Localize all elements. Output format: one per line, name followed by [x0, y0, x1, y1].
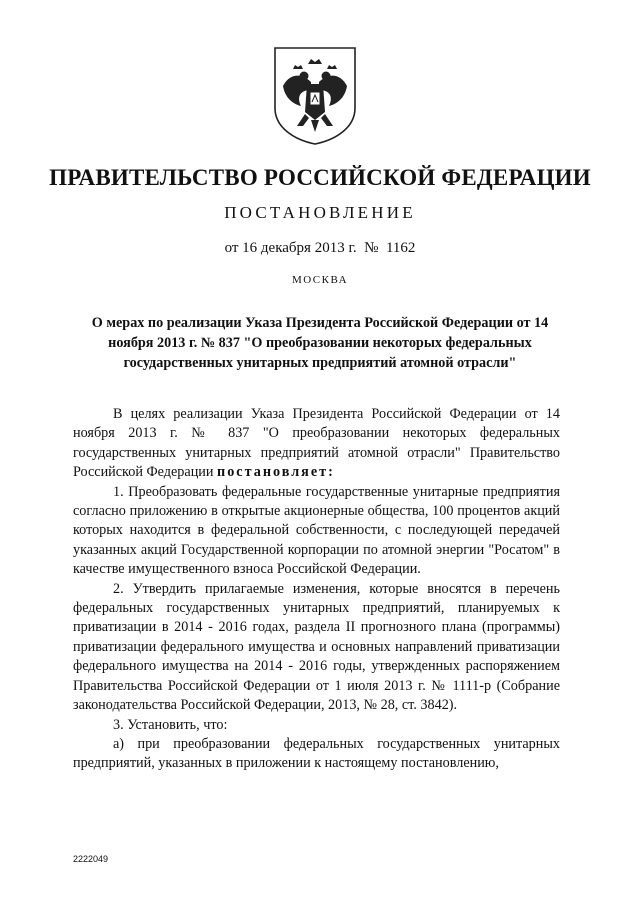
decree-number: 1162 — [385, 240, 416, 256]
resolves-word: постановляет: — [217, 464, 335, 481]
document-code: 2222049 — [73, 854, 109, 864]
document-type: ПОСТАНОВЛЕНИЕ — [224, 203, 416, 222]
city: МОСКВА — [291, 274, 349, 286]
paragraph-3a: а) при преобразовании федеральных государственных унитарных предприятий, указанных в приложении к настоящему постановлению, — [73, 735, 560, 772]
intro-paragraph — [73, 405, 560, 483]
decree-date: от 16 декабря 2013 г. — [224, 240, 357, 256]
paragraph-3: 3. Установить, что: — [113, 716, 228, 733]
decree-heading: О мерах по реализации Указа Президента Российской Федерации от 14 ноября 2013 г. № 837 "О преобразовании некоторых федеральных государственных унитарных предприятий атомной отрасли" — [91, 315, 549, 371]
paragraph-1: 1. Преобразовать федеральные государственные унитарные предприятия согласно приложению в открытые акционерные общества, 100 процентов акций которых находится в федеральной собственности, с последующей передачей указанных акций Государственной корпорации по атомной энергии "Росатом" в качестве имущественного взноса Российской Федерации. — [73, 483, 560, 578]
decree-body — [73, 405, 560, 774]
russian-coat-of-arms-icon — [271, 46, 359, 146]
number-label: № — [364, 240, 379, 256]
intro-text: В целях реализации Указа Президента Российской Федерации от 14 ноября 2013 г. № 837 "О преобразовании некоторых федеральных государственных унитарных предприятий атомной отрасли" Правительство Российской Федерации — [73, 406, 560, 481]
paragraph-2: 2. Утвердить прилагаемые изменения, которые вносятся в перечень федеральных государственных унитарных предприятий, планируемых к приватизации в 2014 - 2016 годах, раздела II прогнозного плана (программы) приватизации федерального имущества и основных направлений приватизации федерального имущества на 2014 - 2016 годы, утвержденных распоряжением Правительства Российской Федерации от 1 июля 2013 г. № 1111-р (Собрание законодательства Российской Федерации, 2013, № 28, ст. 3842). — [73, 580, 560, 714]
date-line — [0, 240, 640, 257]
government-title: ПРАВИТЕЛЬСТВО РОССИЙСКОЙ ФЕДЕРАЦИИ — [49, 165, 591, 190]
